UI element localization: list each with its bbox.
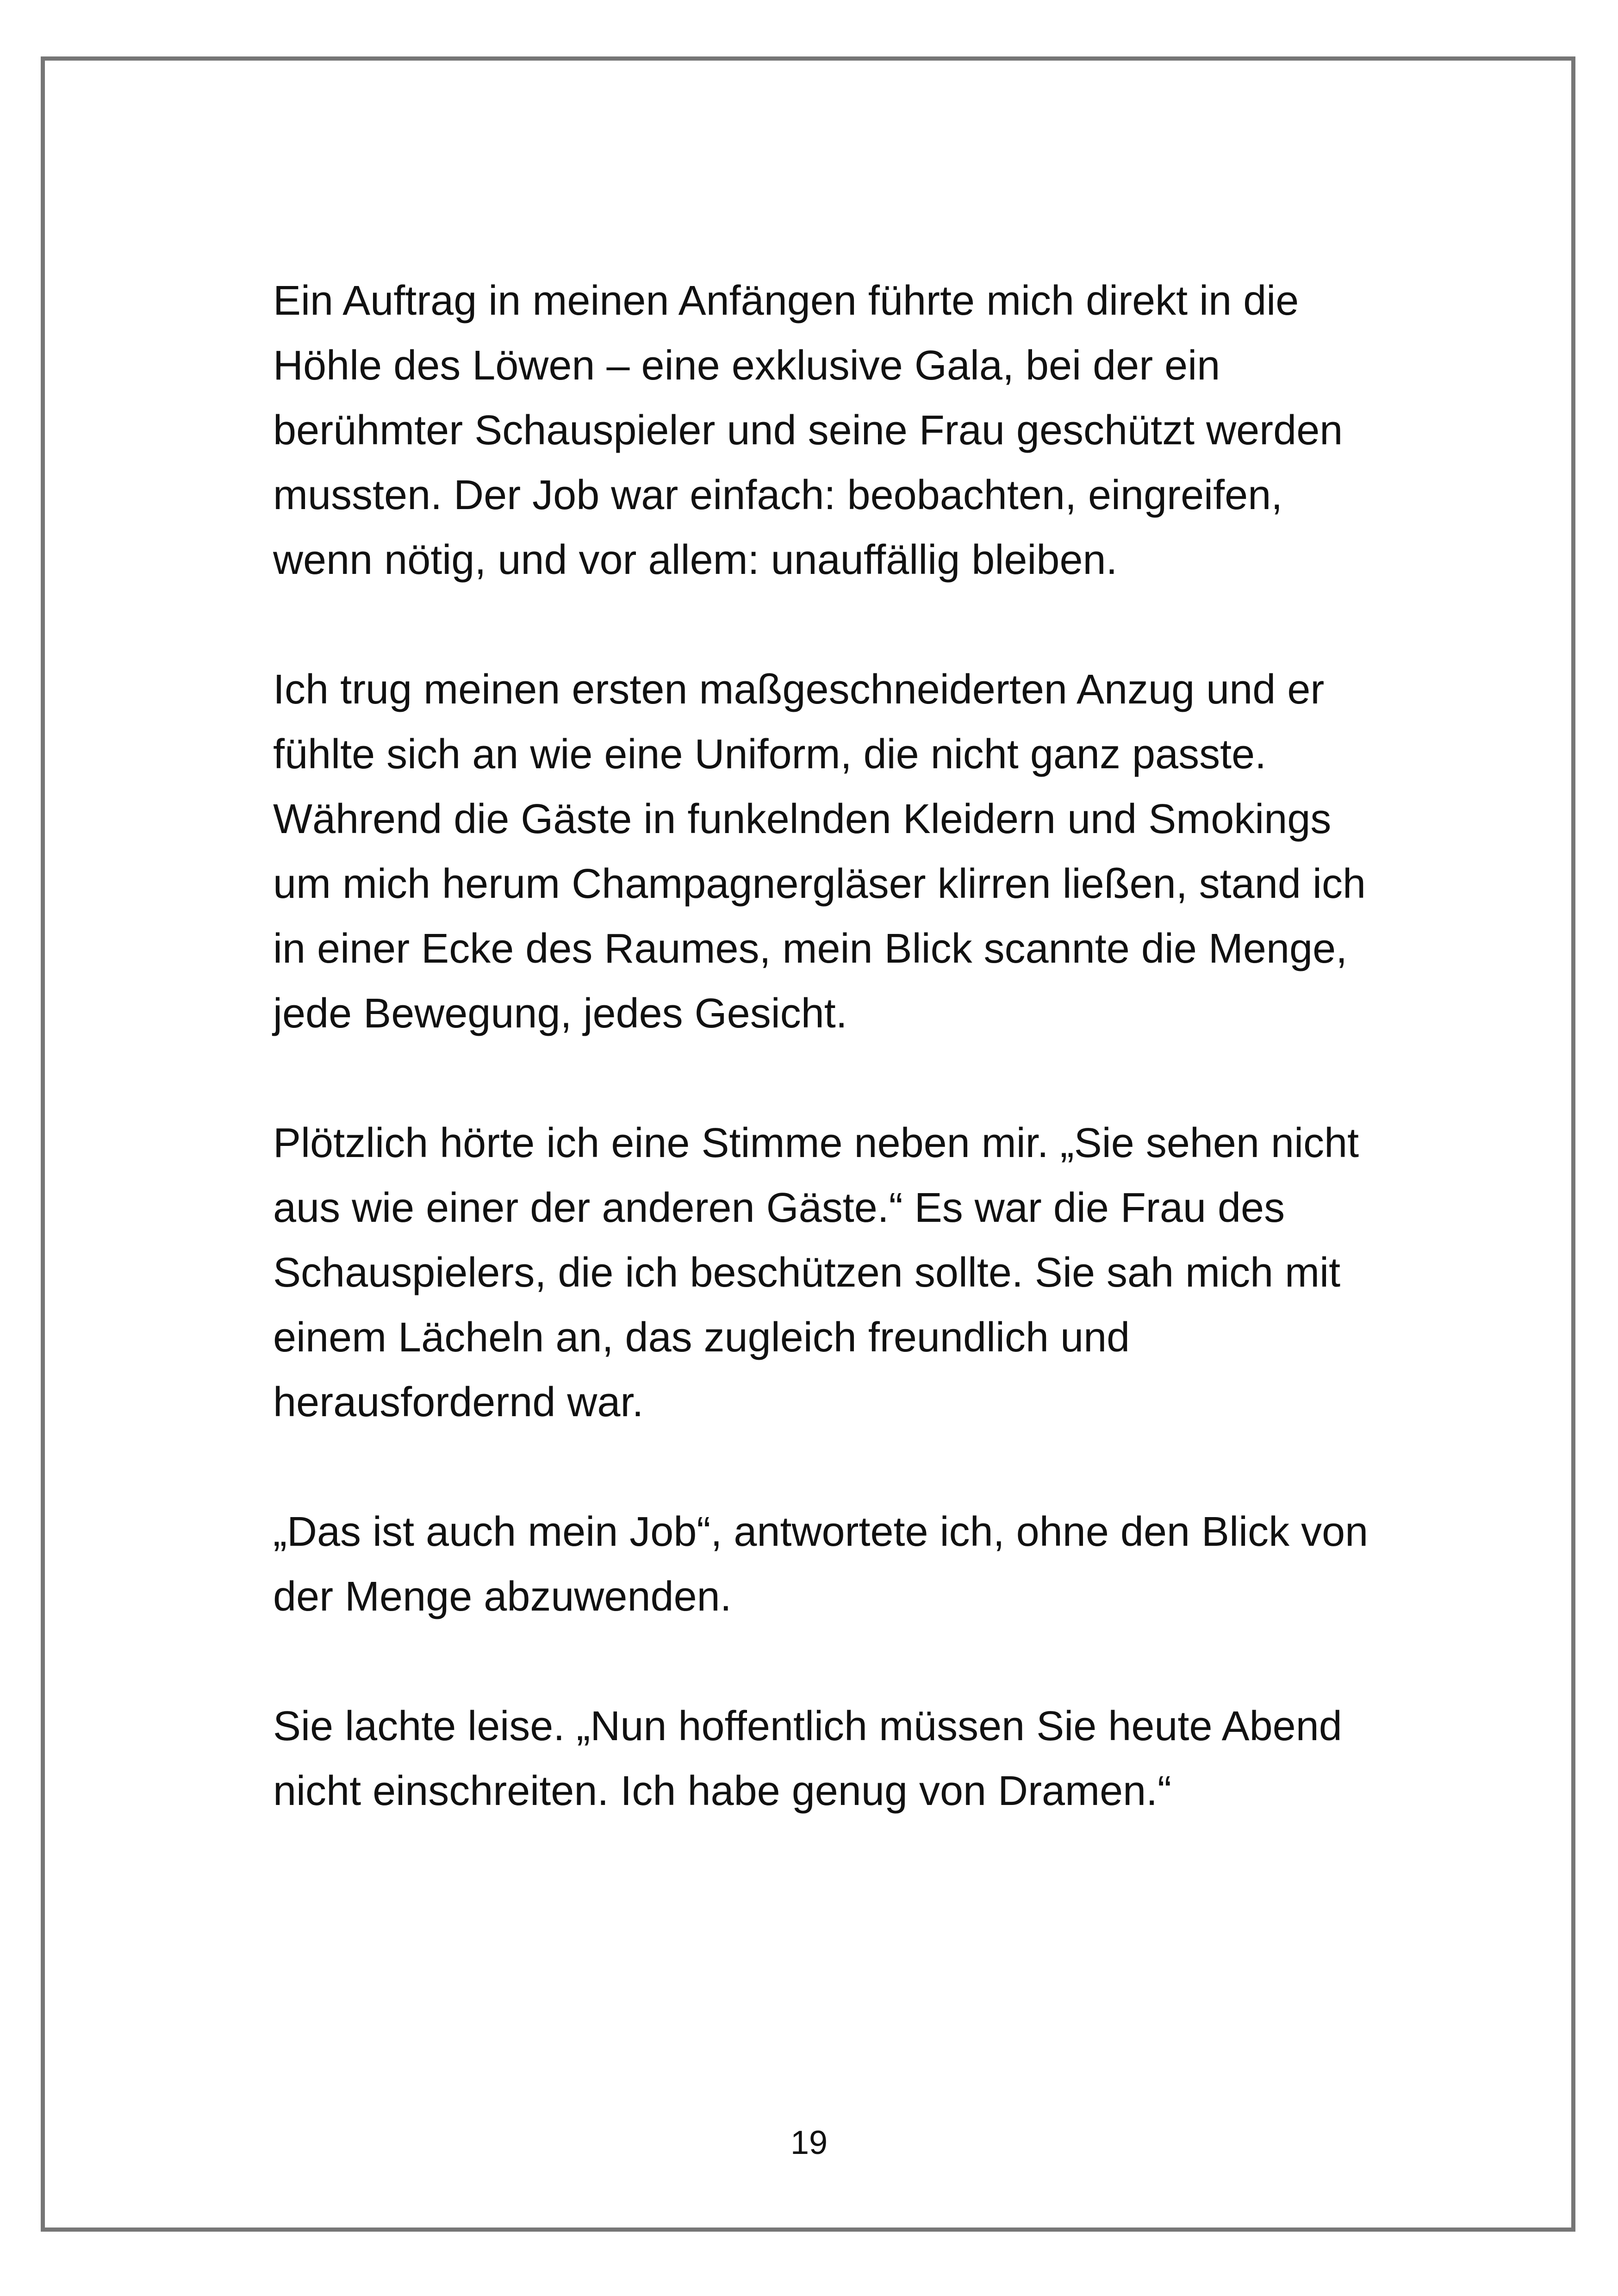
page-number: 19 — [790, 2124, 828, 2161]
paragraph-1: Ein Auftrag in meinen Anfängen führte mich direkt in die Höhle des Löwen – eine exklusive Gala, bei der ein berühmter Schauspieler und seine Frau geschützt werden mussten. Der Job war einfach: beobachten, eingreifen, wenn nötig, und vor allem: unauffällig bleiben. — [273, 278, 1343, 583]
paragraph-5: Sie lachte leise. „Nun hoffentlich müssen Sie heute Abend nicht einschreiten. Ich habe genug von Dramen.“ — [273, 1703, 1342, 1814]
paragraph-2: Ich trug meinen ersten maßgeschneiderten Anzug und er fühlte sich an wie eine Uniform, die nicht ganz passte. Während die Gäste in funkelnden Kleidern und Smokings um mich herum Champagnergläser klirren ließen, stand ich in einer Ecke des Raumes, mein Blick scannte die Menge, jede Bewegung, jedes Gesicht. — [273, 666, 1366, 1037]
paragraph-4: „Das ist auch mein Job“, antwortete ich, ohne den Blick von der Menge abzuwenden. — [273, 1509, 1369, 1620]
body-text — [273, 268, 1393, 1823]
paragraph-3: Plötzlich hörte ich eine Stimme neben mir. „Sie sehen nicht aus wie einer der anderen Gäste.“ Es war die Frau des Schauspielers, die ich beschützen sollte. Sie sah mich mit einem Lächeln an, das zugleich freundlich und herausfordernd war. — [273, 1120, 1359, 1425]
